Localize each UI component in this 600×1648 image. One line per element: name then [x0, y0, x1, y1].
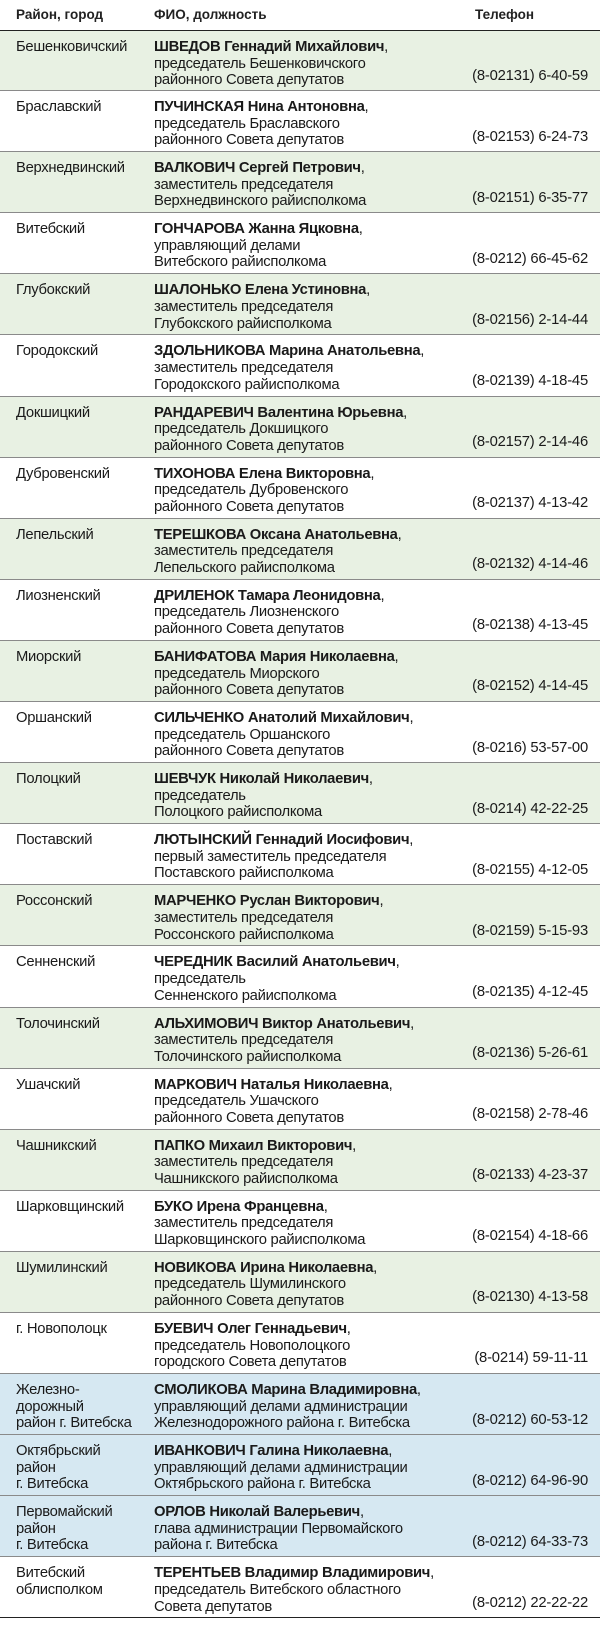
person-given-name: Руслан Викторович — [235, 893, 380, 910]
person-position: Поставского райисполкома — [154, 865, 334, 882]
district-line: г. Витебска — [16, 1476, 89, 1493]
person-position: заместитель председателя — [154, 543, 334, 560]
person-surname: ОРЛОВ — [154, 1504, 206, 1521]
table-row — [0, 763, 600, 824]
district-cell — [16, 1443, 150, 1493]
person-given-name: Геннадий Иосифович — [251, 832, 410, 849]
district-line: Докшицкий — [16, 404, 90, 421]
table-header — [0, 0, 600, 28]
table-row — [0, 1008, 600, 1069]
person-surname: ЗДОЛЬНИКОВА — [154, 343, 266, 360]
person-given-name: Виктор Анатольевич — [258, 1015, 411, 1032]
phone-number: (8-0214) 42-22-25 — [472, 800, 588, 817]
person-given-name: Елена Устиновна — [241, 282, 367, 299]
person-surname: ШВЕДОВ — [154, 39, 221, 55]
district-line: Чашникский — [16, 1137, 97, 1154]
district-line: Сенненский — [16, 954, 96, 971]
person-position: Полоцкого райисполкома — [154, 804, 322, 821]
person-cell — [154, 1565, 454, 1615]
district-cell — [16, 1321, 150, 1338]
person-position: председатель Витебского областного — [154, 1581, 401, 1598]
person-position: районного Совета депутатов — [154, 621, 344, 638]
table-row — [0, 213, 600, 274]
district-line: облисполком — [16, 1581, 103, 1598]
person-given-name: Михаил Викторович — [204, 1137, 353, 1154]
person-surname: ДРИЛЕНОК — [154, 587, 235, 604]
person-position: городского Совета депутатов — [154, 1354, 347, 1371]
phone-number: (8-02132) 4-14-46 — [472, 556, 588, 573]
person-cell — [154, 588, 454, 638]
header-district: Район, город — [16, 7, 104, 22]
person-cell — [154, 1321, 454, 1371]
district-line: Миорский — [16, 648, 82, 665]
person-position: Сенненского райисполкома — [154, 987, 337, 1004]
phone-number: (8-02159) 5-15-93 — [472, 922, 588, 939]
person-position: председатель — [154, 971, 246, 987]
phone-number: (8-02137) 4-13-42 — [472, 495, 588, 512]
district-cell — [16, 1565, 150, 1598]
person-cell — [154, 160, 454, 210]
table-row — [0, 1557, 600, 1618]
person-cell — [154, 1260, 454, 1310]
person-given-name: Сергей Петрович — [235, 160, 361, 177]
person-position: управляющий делами администрации — [154, 1398, 408, 1415]
person-given-name: Анатолий Михайлович — [244, 710, 410, 727]
phone-number: (8-02154) 4-18-66 — [472, 1228, 588, 1245]
district-line: Октябрьский — [16, 1443, 101, 1460]
person-position: председатель Дубровенского — [154, 482, 349, 499]
table-row — [0, 335, 600, 396]
person-surname: БУЕВИЧ — [154, 1320, 214, 1337]
person-name: БУКО Ирена Францевна, — [154, 1198, 328, 1215]
district-cell — [16, 588, 150, 605]
person-given-name: Мария Николаевна — [256, 648, 395, 665]
phone-number: (8-02135) 4-12-45 — [472, 983, 588, 1000]
table-row — [0, 274, 600, 335]
district-cell — [16, 710, 150, 727]
district-line: район г. Витебска — [16, 1415, 132, 1432]
person-surname: ИВАНКОВИЧ — [154, 1443, 246, 1460]
table-row — [0, 1191, 600, 1252]
district-line: Витебский — [16, 1565, 85, 1582]
district-line: Глубокский — [16, 282, 91, 299]
table-row — [0, 1252, 600, 1313]
district-cell — [16, 343, 150, 360]
district-cell — [16, 954, 150, 971]
person-position: председатель Ушачского — [154, 1093, 319, 1110]
district-cell — [16, 527, 150, 544]
district-cell — [16, 1504, 150, 1554]
person-name: СИЛЬЧЕНКО Анатолий Михайлович, — [154, 710, 414, 727]
phone-number: (8-02158) 2-78-46 — [472, 1106, 588, 1123]
district-cell — [16, 771, 150, 788]
person-given-name: Николай Николаевич — [215, 771, 369, 788]
person-name: ПАПКО Михаил Викторович, — [154, 1137, 356, 1154]
person-position: Железнодорожного района г. Витебска — [154, 1415, 410, 1432]
district-line: Железно- — [16, 1382, 80, 1399]
person-given-name: Елена Викторовна — [235, 465, 371, 482]
person-given-name: Тамара Леонидовна — [234, 587, 381, 604]
table-row — [0, 824, 600, 885]
table-row — [0, 1069, 600, 1130]
district-line: Шумилинский — [16, 1259, 108, 1276]
phone-number: (8-0212) 22-22-22 — [472, 1594, 588, 1611]
header-phone: Телефон — [475, 7, 535, 22]
district-cell — [16, 221, 150, 238]
person-name: ЛЮТЫНСКИЙ Геннадий Иосифович, — [154, 832, 414, 849]
person-given-name: Геннадий Михайлович — [220, 39, 385, 55]
district-line: Лепельский — [16, 526, 94, 543]
person-position: Городокского райисполкома — [154, 376, 340, 393]
district-line: район — [16, 1459, 56, 1476]
person-position: Шарковщинского райисполкома — [154, 1231, 366, 1248]
person-cell — [154, 39, 454, 89]
person-name: ДРИЛЕНОК Тамара Леонидовна, — [154, 587, 385, 604]
person-given-name: Владимир Владимирович — [240, 1565, 431, 1582]
person-position: управляющий делами администрации — [154, 1459, 408, 1476]
person-position: районного Совета депутатов — [154, 743, 344, 760]
person-cell — [154, 1138, 454, 1188]
person-surname: МАРКОВИЧ — [154, 1076, 237, 1093]
district-cell — [16, 160, 150, 177]
person-cell — [154, 832, 454, 882]
person-name: ИВАНКОВИЧ Галина Николаевна, — [154, 1443, 393, 1460]
table-row — [0, 458, 600, 519]
person-cell — [154, 1443, 454, 1493]
district-cell — [16, 466, 150, 483]
person-given-name: Василий Анатольевич — [232, 954, 396, 971]
person-position: Лепельского райисполкома — [154, 559, 335, 576]
person-cell — [154, 1382, 454, 1432]
person-surname: РАНДАРЕВИЧ — [154, 404, 254, 421]
person-surname: ШЕВЧУК — [154, 771, 216, 788]
person-position: председатель Браславского — [154, 115, 340, 132]
person-position: заместитель председателя — [154, 176, 334, 193]
person-surname: АЛЬХИМОВИЧ — [154, 1015, 259, 1032]
table-row — [0, 1313, 600, 1374]
person-position: Верхнедвинского райисполкома — [154, 193, 367, 210]
district-line: Первомайский — [16, 1504, 113, 1521]
district-line: дорожный — [16, 1398, 84, 1415]
person-name: МАРКОВИЧ Наталья Николаевна, — [154, 1076, 393, 1093]
phone-number: (8-02155) 4-12-05 — [472, 861, 588, 878]
person-name: ВАЛКОВИЧ Сергей Петрович, — [154, 160, 365, 177]
person-surname: СМОЛИКОВА — [154, 1382, 248, 1399]
person-surname: ПАПКО — [154, 1137, 205, 1154]
person-surname: ГОНЧАРОВА — [154, 221, 245, 238]
table-row — [0, 580, 600, 641]
person-cell — [154, 1504, 454, 1554]
district-line: Дубровенский — [16, 465, 110, 482]
table-row — [0, 1374, 600, 1435]
person-surname: ШАЛОНЬКО — [154, 282, 242, 299]
district-cell — [16, 99, 150, 116]
person-name: РАНДАРЕВИЧ Валентина Юрьевна, — [154, 404, 407, 421]
person-position: председатель Докшицкого — [154, 421, 329, 438]
person-name: ПУЧИНСКАЯ Нина Антоновна, — [154, 99, 369, 116]
directory-table — [0, 30, 600, 1618]
person-surname: ЧЕРЕДНИК — [154, 954, 233, 971]
person-given-name: Николай Валерьевич — [205, 1504, 360, 1521]
person-position: председатель Лиозненского — [154, 604, 339, 621]
person-name: МАРЧЕНКО Руслан Викторович, — [154, 893, 384, 910]
person-name: ТЕРЕНТЬЕВ Владимир Владимирович, — [154, 1565, 434, 1582]
person-cell — [154, 466, 454, 516]
district-cell — [16, 282, 150, 299]
person-position: глава администрации Первомайского — [154, 1520, 403, 1537]
person-given-name: Олег Геннадьевич — [213, 1320, 347, 1337]
person-given-name: Жанна Яцковна — [244, 221, 359, 238]
phone-number: (8-02138) 4-13-45 — [472, 617, 588, 634]
district-line: Браславский — [16, 99, 102, 116]
person-name: БАНИФАТОВА Мария Николаевна, — [154, 648, 399, 665]
person-position: председатель — [154, 787, 246, 804]
person-name: ШЕВЧУК Николай Николаевич, — [154, 771, 373, 788]
person-cell — [154, 99, 454, 149]
table-row — [0, 1496, 600, 1557]
person-position: районного Совета депутатов — [154, 498, 344, 515]
person-name: ЗДОЛЬНИКОВА Марина Анатольевна, — [154, 343, 425, 360]
person-given-name: Ирена Францевна — [192, 1198, 324, 1215]
person-position: районного Совета депутатов — [154, 72, 344, 89]
district-line: район — [16, 1520, 56, 1537]
table-row — [0, 885, 600, 946]
person-name: ГОНЧАРОВА Жанна Яцковна, — [154, 221, 363, 238]
person-given-name: Галина Николаевна — [245, 1443, 389, 1460]
person-position: Чашникского райисполкома — [154, 1170, 338, 1187]
person-given-name: Нина Антоновна — [243, 99, 365, 116]
person-cell — [154, 1016, 454, 1066]
phone-number: (8-02139) 4-18-45 — [472, 372, 588, 389]
district-line: Оршанский — [16, 710, 92, 727]
table-row — [0, 152, 600, 213]
person-cell — [154, 1077, 454, 1127]
person-surname: ТЕРЕШКОВА — [154, 526, 246, 543]
person-position: председатель Оршанского — [154, 726, 331, 743]
person-surname: ЛЮТЫНСКИЙ — [154, 832, 252, 849]
table-row — [0, 702, 600, 763]
person-position: районного Совета депутатов — [154, 1293, 344, 1310]
person-name: АЛЬХИМОВИЧ Виктор Анатольевич, — [154, 1015, 414, 1032]
person-position: управляющий делами — [154, 237, 301, 254]
phone-number: (8-0214) 59-11-11 — [474, 1350, 588, 1367]
district-line: Полоцкий — [16, 771, 81, 788]
person-given-name: Марина Владимировна — [247, 1382, 417, 1399]
person-position: первый заместитель председателя — [154, 848, 387, 865]
district-line: г. Витебска — [16, 1537, 89, 1554]
district-cell — [16, 832, 150, 849]
person-position: заместитель председателя — [154, 1215, 334, 1232]
phone-number: (8-02152) 4-14-45 — [472, 678, 588, 695]
district-line: г. Новополоцк — [16, 1320, 107, 1337]
phone-number: (8-02131) 6-40-59 — [472, 67, 588, 84]
table-row — [0, 519, 600, 580]
phone-number: (8-0212) 64-33-73 — [472, 1533, 588, 1550]
table-row — [0, 946, 600, 1007]
district-cell — [16, 1199, 150, 1216]
phone-number: (8-02136) 5-26-61 — [472, 1045, 588, 1061]
person-name: ТИХОНОВА Елена Викторовна, — [154, 465, 375, 482]
phone-number: (8-0216) 53-57-00 — [472, 739, 588, 756]
person-name: СМОЛИКОВА Марина Владимировна, — [154, 1382, 421, 1399]
district-line: Шарковщинский — [16, 1198, 124, 1215]
person-position: заместитель председателя — [154, 1032, 334, 1049]
person-position: районного Совета депутатов — [154, 682, 344, 699]
person-surname: БУКО — [154, 1198, 193, 1215]
person-position: районного Совета депутатов — [154, 437, 344, 454]
person-position: председатель Миорского — [154, 665, 320, 682]
person-given-name: Наталья Николаевна — [236, 1076, 389, 1093]
person-surname: ПУЧИНСКАЯ — [154, 99, 244, 116]
person-position: Октябрьского района г. Витебска — [154, 1476, 371, 1493]
person-given-name: Оксана Анатольевна — [246, 526, 398, 543]
person-surname: БАНИФАТОВА — [154, 648, 257, 665]
district-cell — [16, 39, 150, 56]
phone-number: (8-02157) 2-14-46 — [472, 434, 588, 451]
district-line: Ушачский — [16, 1076, 81, 1093]
person-surname: СИЛЬЧЕНКО — [154, 710, 245, 727]
person-position: Толочинского райисполкома — [154, 1048, 342, 1065]
person-name: ШВЕДОВ Геннадий Михайлович, — [154, 39, 388, 55]
district-line: Лиозненский — [16, 587, 101, 604]
table-row — [0, 91, 600, 152]
person-surname: НОВИКОВА — [154, 1259, 237, 1276]
phone-number: (8-02151) 6-35-77 — [472, 189, 588, 206]
person-cell — [154, 527, 454, 577]
district-cell — [16, 405, 150, 422]
district-line: Толочинский — [16, 1015, 100, 1032]
phone-number: (8-02130) 4-13-58 — [472, 1289, 588, 1306]
district-line: Верхнедвинский — [16, 160, 125, 177]
table-row — [0, 1435, 600, 1496]
person-cell — [154, 221, 454, 271]
district-line: Россонский — [16, 893, 93, 910]
person-position: заместитель председателя — [154, 909, 334, 926]
person-name: НОВИКОВА Ирина Николаевна, — [154, 1259, 377, 1276]
person-given-name: Ирина Николаевна — [236, 1259, 374, 1276]
person-position: Глубокского райисполкома — [154, 315, 332, 332]
person-surname: ТИХОНОВА — [154, 465, 236, 482]
person-position: Россонского райисполкома — [154, 926, 334, 943]
person-position: заместитель председателя — [154, 360, 334, 377]
person-position: Совета депутатов — [154, 1598, 272, 1615]
person-position: районного Совета депутатов — [154, 132, 344, 149]
person-cell — [154, 343, 454, 393]
person-name: ЧЕРЕДНИК Василий Анатольевич, — [154, 954, 400, 971]
person-surname: МАРЧЕНКО — [154, 893, 236, 910]
person-cell — [154, 710, 454, 760]
person-cell — [154, 954, 454, 1004]
district-cell — [16, 1077, 150, 1094]
table-row — [0, 641, 600, 702]
phone-number: (8-02133) 4-23-37 — [472, 1167, 588, 1184]
person-cell — [154, 282, 454, 332]
district-cell — [16, 1260, 150, 1277]
person-position: председатель Шумилинского — [154, 1276, 346, 1293]
district-cell — [16, 1138, 150, 1155]
person-position: председатель Бешенковичского — [154, 55, 366, 72]
person-position: Витебского райисполкома — [154, 254, 327, 271]
person-surname: ВАЛКОВИЧ — [154, 160, 236, 177]
district-cell — [16, 893, 150, 910]
table-row — [0, 397, 600, 458]
person-name: ОРЛОВ Николай Валерьевич, — [154, 1504, 364, 1521]
person-given-name: Марина Анатольевна — [265, 343, 421, 360]
person-position: заместитель председателя — [154, 298, 334, 315]
phone-number: (8-0212) 66-45-62 — [472, 250, 588, 267]
person-name: ШАЛОНЬКО Елена Устиновна, — [154, 282, 370, 299]
person-cell — [154, 405, 454, 455]
district-cell — [16, 649, 150, 666]
person-position: председатель Новополоцкого — [154, 1337, 351, 1354]
person-cell — [154, 1199, 454, 1249]
phone-number: (8-0212) 64-96-90 — [472, 1472, 588, 1489]
person-position: районного Совета депутатов — [154, 1109, 344, 1126]
district-line: Городокский — [16, 343, 98, 360]
person-name: БУЕВИЧ Олег Геннадьевич, — [154, 1320, 351, 1337]
person-cell — [154, 771, 454, 821]
header-name: ФИО, должность — [154, 7, 267, 22]
table-row — [0, 30, 600, 91]
person-cell — [154, 649, 454, 699]
phone-number: (8-02156) 2-14-44 — [472, 311, 588, 328]
phone-number: (8-02153) 6-24-73 — [472, 128, 588, 145]
district-cell — [16, 1382, 150, 1432]
district-line: Бешенковичский — [16, 39, 128, 55]
person-given-name: Валентина Юрьевна — [253, 404, 404, 421]
person-name: ТЕРЕШКОВА Оксана Анатольевна, — [154, 526, 402, 543]
person-cell — [154, 893, 454, 943]
district-line: Поставский — [16, 832, 93, 849]
person-surname: ТЕРЕНТЬЕВ — [154, 1565, 241, 1582]
person-position: района г. Витебска — [154, 1537, 278, 1554]
table-row — [0, 1130, 600, 1191]
district-cell — [16, 1016, 150, 1033]
district-line: Витебский — [16, 221, 85, 238]
phone-number: (8-0212) 60-53-12 — [472, 1411, 588, 1428]
person-position: заместитель председателя — [154, 1154, 334, 1171]
